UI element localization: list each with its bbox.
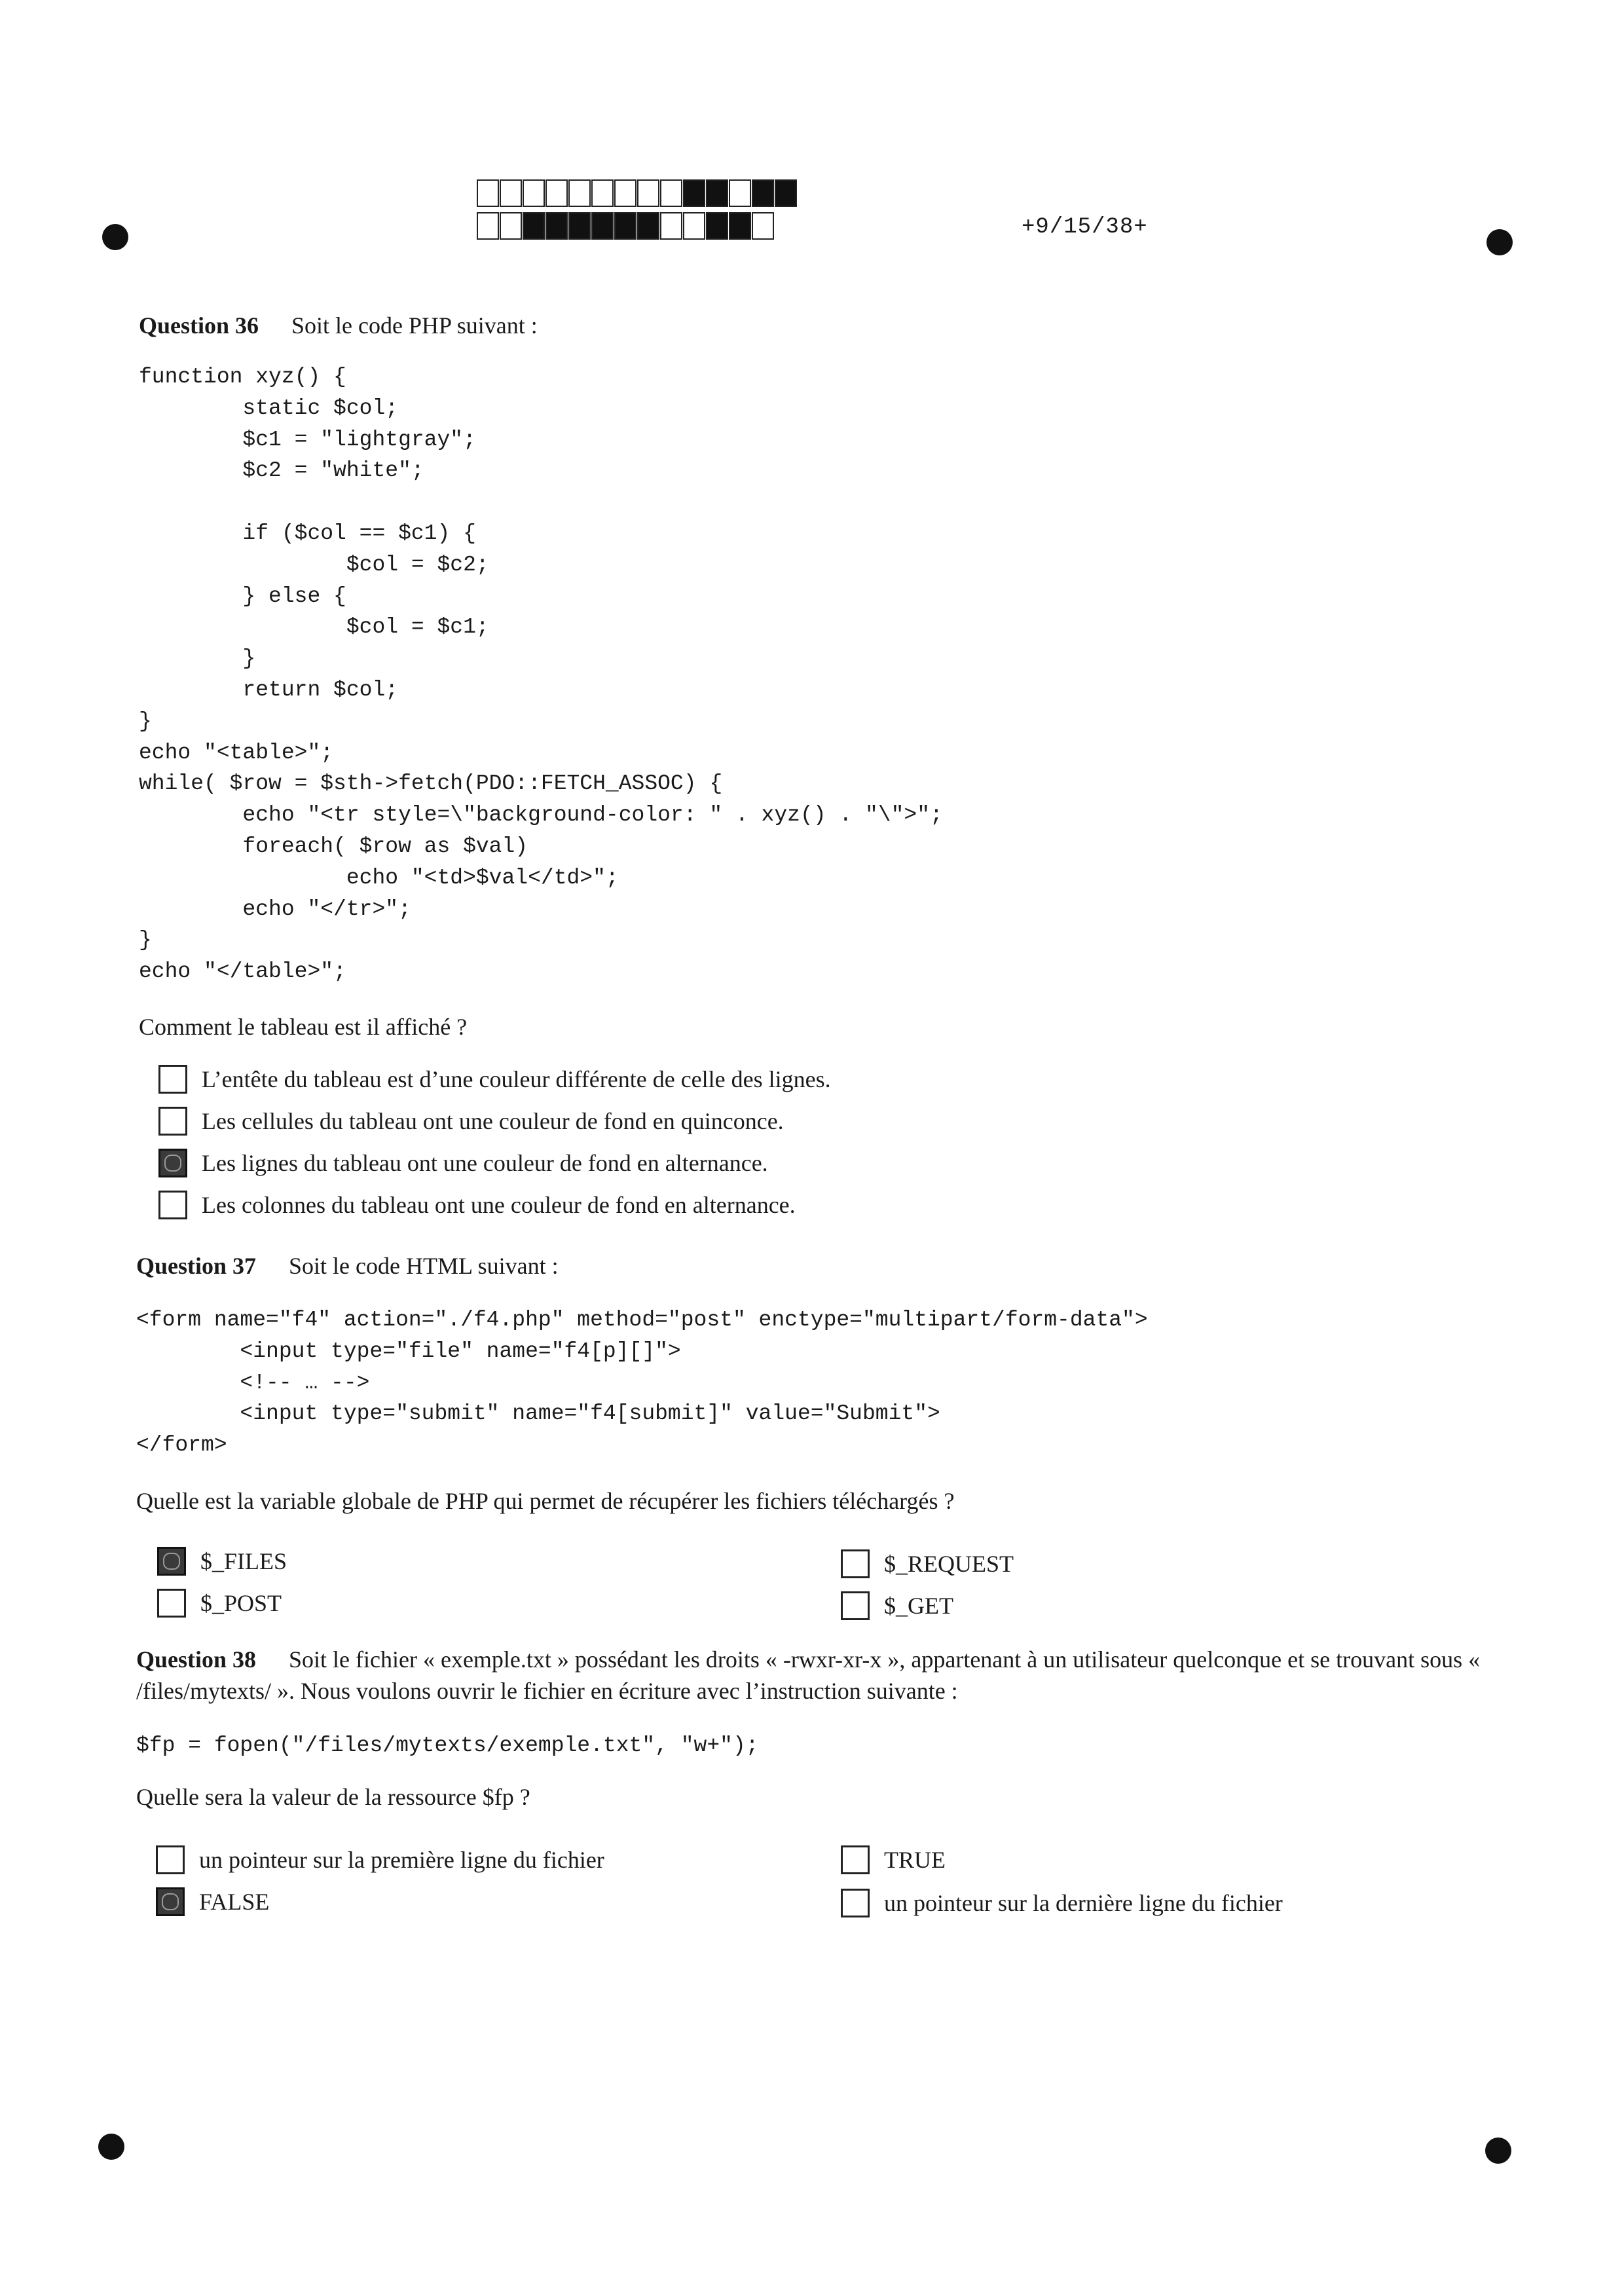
question-intro: Soit le code PHP suivant :: [291, 312, 538, 339]
answer-option[interactable]: [157, 1544, 287, 1578]
checkbox[interactable]: [157, 1547, 186, 1576]
barcode-cell: [545, 179, 568, 207]
barcode-cell: [706, 212, 728, 240]
checkbox[interactable]: [158, 1191, 187, 1219]
answer-option[interactable]: [158, 1188, 796, 1222]
answer-option[interactable]: [841, 1843, 946, 1877]
barcode-cell: [500, 179, 522, 207]
checkbox[interactable]: [158, 1107, 187, 1136]
barcode-cell: [775, 179, 797, 207]
answer-option[interactable]: [158, 1062, 831, 1096]
checkbox[interactable]: [156, 1845, 185, 1874]
page-code: +9/15/38+: [1022, 215, 1148, 240]
barcode-cell: [637, 179, 659, 207]
checkbox[interactable]: [841, 1549, 870, 1578]
registration-mark-top-right: [1486, 229, 1513, 255]
page-barcode-top: [477, 179, 798, 207]
question-37-title: [136, 1252, 559, 1280]
barcode-cell: [752, 212, 774, 240]
answer-label: TRUE: [884, 1847, 946, 1873]
answer-label: Les colonnes du tableau ont une couleur de fond en alternance.: [202, 1192, 796, 1218]
barcode-cell: [545, 212, 568, 240]
barcode-cell: [568, 179, 591, 207]
answer-option[interactable]: [841, 1589, 953, 1623]
answer-label: $_GET: [884, 1593, 953, 1619]
barcode-cell: [477, 179, 499, 207]
answer-option[interactable]: [157, 1586, 282, 1620]
barcode-cell: [614, 179, 637, 207]
checkbox[interactable]: [158, 1065, 187, 1094]
answer-label: un pointeur sur la première ligne du fichier: [199, 1847, 604, 1873]
answer-label: L’entête du tableau est d’une couleur différente de celle des lignes.: [202, 1066, 831, 1092]
question-intro: Soit le code HTML suivant :: [289, 1253, 559, 1279]
barcode-cell: [752, 179, 774, 207]
question-label: Question 37: [136, 1253, 257, 1279]
checkbox[interactable]: [841, 1591, 870, 1620]
answer-label: $_POST: [200, 1590, 282, 1616]
answer-option[interactable]: [158, 1146, 768, 1180]
question-label: Question 36: [139, 312, 259, 339]
registration-mark-bottom-right: [1485, 2138, 1511, 2164]
answer-label: Les cellules du tableau ont une couleur de fond en quinconce.: [202, 1108, 784, 1134]
checkbox[interactable]: [841, 1889, 870, 1917]
answer-label: FALSE: [199, 1889, 270, 1915]
barcode-cell: [477, 212, 499, 240]
question-37-prompt: Quelle est la variable globale de PHP qui permet de récupérer les fichiers téléchargés ?: [136, 1488, 955, 1514]
answer-option[interactable]: [841, 1886, 1283, 1920]
answer-label: $_REQUEST: [884, 1551, 1014, 1577]
html-code-block: <form name="f4" action="./f4.php" method="post" enctype="multipart/form-data"> <input type="file" name="f4[p][]"> <!-- … --> <input type="submit" name="f4[submit]" value="Submit"> </form>: [136, 1308, 1148, 1458]
barcode-cell: [568, 212, 591, 240]
php-code-block: function xyz() { static $col; $c1 = "lightgray"; $c2 = "white"; if ($col == $c1) { $col = $c2; } else { $col = $c1; } return $col; } echo "<table>"; while( $row = $sth->fetch(PDO::FETCH_ASSOC) { echo "<tr style=\"background-color: " . xyz() . "\">"; foreach( $row as $val) echo "<td>$val</td>"; echo "</tr>"; } echo "</table>";: [139, 365, 943, 984]
answer-label: $_FILES: [200, 1548, 287, 1574]
barcode-cell: [729, 212, 751, 240]
checkbox[interactable]: [156, 1887, 185, 1916]
answer-label: un pointeur sur la dernière ligne du fichier: [884, 1890, 1283, 1916]
question-36-prompt: Comment le tableau est il affiché ?: [139, 1014, 468, 1040]
barcode-cell: [660, 179, 682, 207]
answer-label: Les lignes du tableau ont une couleur de fond en alternance.: [202, 1150, 768, 1176]
registration-mark-top-left: [102, 224, 128, 250]
barcode-cell: [683, 179, 705, 207]
barcode-cell: [591, 179, 614, 207]
answer-option[interactable]: [841, 1547, 1014, 1581]
checkbox[interactable]: [158, 1149, 187, 1177]
barcode-cell: [591, 212, 614, 240]
answer-option[interactable]: [158, 1104, 784, 1138]
question-38-title: [136, 1644, 1485, 1707]
question-intro: Soit le fichier « exemple.txt » possédant les droits « -rwxr-xr-x », appartenant à un utilisateur quelconque et se trouvant sous « /files/mytexts/ ». Nous voulons ouvrir le fichier en écriture avec l’instruction suivante :: [136, 1646, 1481, 1704]
barcode-cell: [614, 212, 637, 240]
barcode-cell: [523, 212, 545, 240]
answer-option[interactable]: [156, 1843, 604, 1877]
checkbox[interactable]: [841, 1845, 870, 1874]
registration-mark-bottom-left: [98, 2134, 124, 2160]
answer-option[interactable]: [156, 1885, 269, 1919]
barcode-cell: [729, 179, 751, 207]
php-code-line: $fp = fopen("/files/mytexts/exemple.txt", "w+");: [136, 1733, 759, 1758]
checkbox[interactable]: [157, 1589, 186, 1618]
question-label: Question 38: [136, 1646, 257, 1673]
question-36-title: [139, 312, 538, 339]
barcode-cell: [683, 212, 705, 240]
page-barcode-bottom: [477, 212, 775, 240]
question-38-prompt: Quelle sera la valeur de la ressource $fp ?: [136, 1784, 530, 1810]
barcode-cell: [660, 212, 682, 240]
barcode-cell: [637, 212, 659, 240]
barcode-cell: [500, 212, 522, 240]
barcode-cell: [523, 179, 545, 207]
barcode-cell: [706, 179, 728, 207]
